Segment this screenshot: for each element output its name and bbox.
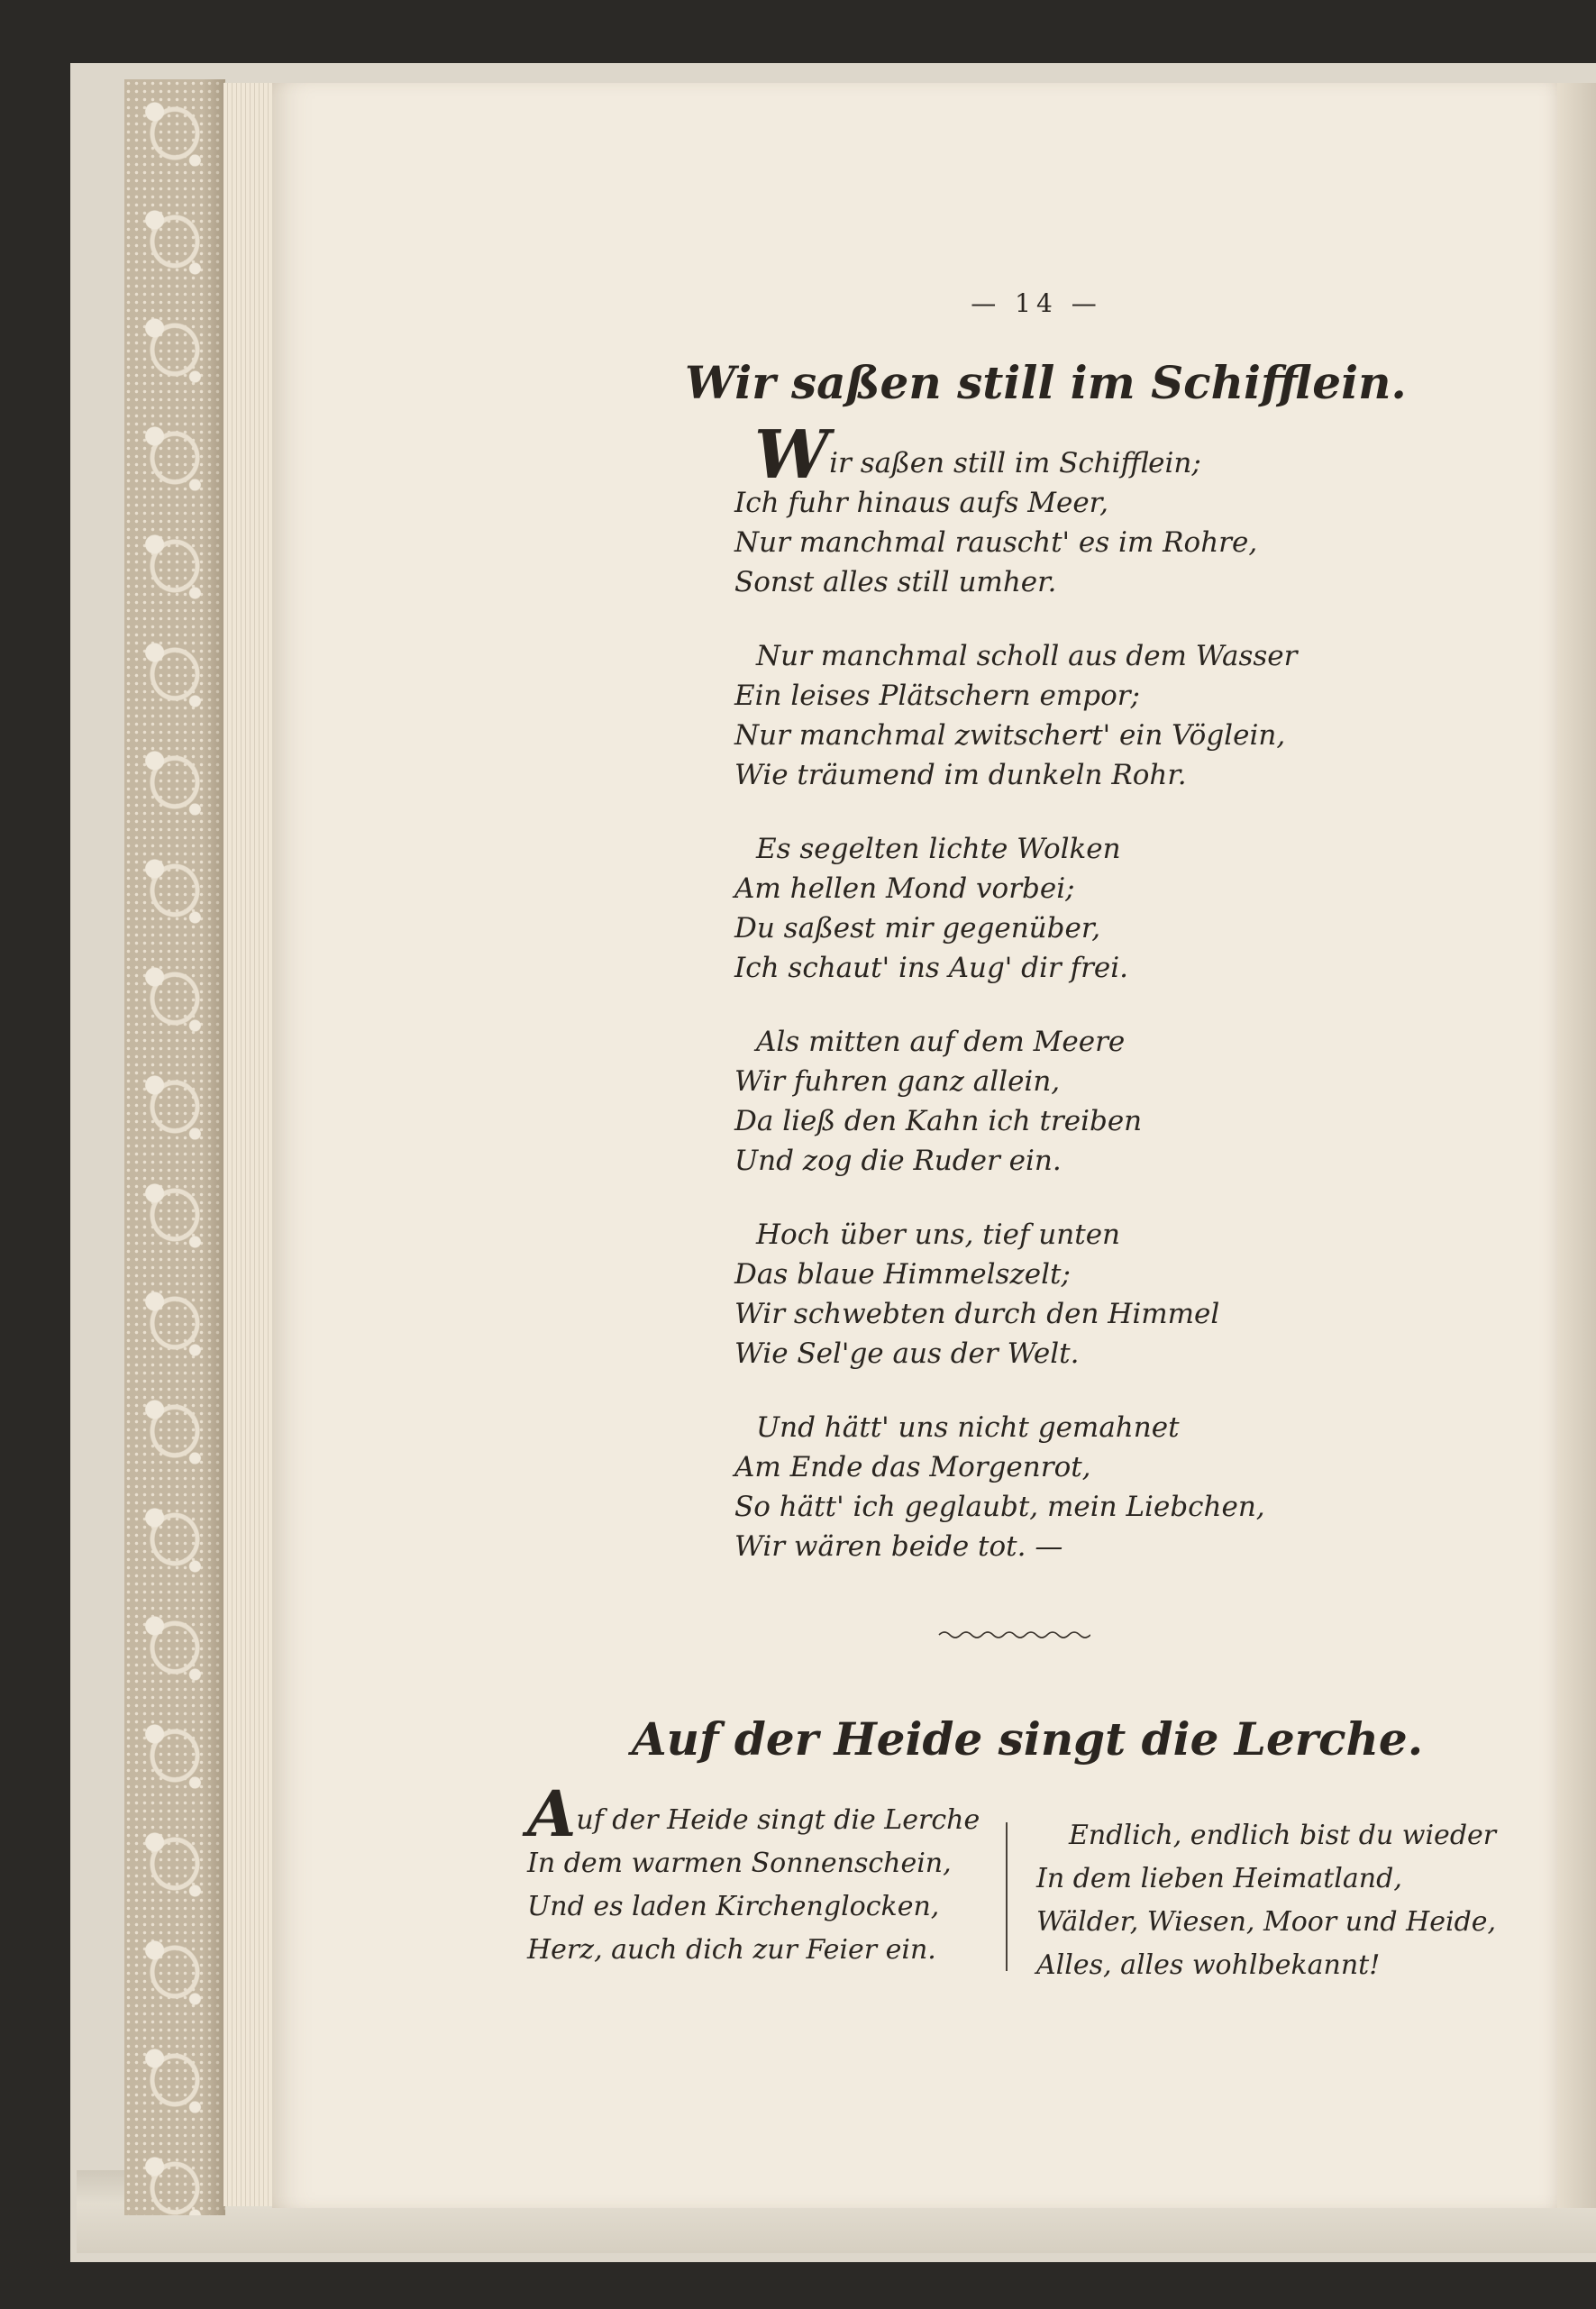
- poem-title: Auf der Heide singt die Lerche.: [631, 1712, 1424, 1766]
- poem-line: Wir fuhren ganz allein,: [734, 1065, 1061, 1098]
- drop-cap: W: [754, 416, 830, 494]
- poem-line: Und hätt' uns nicht gemahnet: [756, 1411, 1180, 1444]
- poem-line: In dem warmen Sonnenschein,: [527, 1848, 952, 1879]
- poem-line: In dem lieben Heimatland,: [1036, 1863, 1402, 1894]
- stanza: [734, 636, 1365, 795]
- poem-line: Sonst alles still umher.: [734, 566, 1057, 598]
- poem-line-text: uf der Heide singt die Lerche: [576, 1804, 980, 1836]
- page-edges: [223, 83, 278, 2206]
- poem-line: Wir schwebten durch den Himmel: [734, 1298, 1220, 1330]
- poem-column-right: [1036, 1814, 1496, 1987]
- column-separator: [1006, 1822, 1008, 1971]
- poem-line: [527, 1776, 980, 1851]
- page-right-edge: [1557, 83, 1596, 2208]
- stanza: [734, 1215, 1365, 1374]
- poem-line: Da ließ den Kahn ich treiben: [734, 1105, 1143, 1137]
- poem-line: Am hellen Mond vorbei;: [734, 872, 1075, 905]
- stanza: [734, 416, 1365, 602]
- poem-line: Du saßest mir gegenüber,: [734, 912, 1101, 945]
- poem-line: Wälder, Wiesen, Moor und Heide,: [1036, 1906, 1497, 1938]
- poem-line: So hätt' ich geglaubt, mein Liebchen,: [734, 1491, 1265, 1523]
- poem-line: Das blaue Himmelszelt;: [734, 1258, 1071, 1291]
- poem-column-left: [527, 1776, 980, 1972]
- poem-line: Hoch über uns, tief unten: [756, 1218, 1120, 1251]
- endpaper-shadow: [203, 79, 225, 2215]
- poem-body: [734, 416, 1365, 1601]
- poem-line: Und zog die Ruder ein.: [734, 1145, 1062, 1177]
- stanza: [734, 1408, 1365, 1566]
- page-number: — 14 —: [971, 288, 1102, 318]
- poem-line: Wir wären beide tot. —: [734, 1530, 1063, 1563]
- poem-line: Endlich, endlich bist du wieder: [1069, 1820, 1497, 1851]
- poem-line: Nur manchmal scholl aus dem Wasser: [756, 640, 1298, 672]
- poem-line: [734, 416, 1365, 494]
- drop-cap: A: [527, 1776, 577, 1851]
- poem-line: Ich schaut' ins Aug' dir frei.: [734, 952, 1128, 984]
- poem-line: Es segelten lichte Wolken: [756, 833, 1121, 865]
- wavy-divider: [937, 1626, 1090, 1644]
- poem-line-text: ir saßen still im Schifflein;: [829, 447, 1201, 479]
- poem-line: Und es laden Kirchenglocken,: [527, 1891, 940, 1922]
- poem-line: Alles, alles wohlbekannt!: [1036, 1949, 1381, 1981]
- stanza: [734, 1022, 1365, 1181]
- poem-line: Wie Sel'ge aus der Welt.: [734, 1337, 1080, 1370]
- stanza: [734, 829, 1365, 988]
- poem-line: Ich fuhr hinaus aufs Meer,: [734, 487, 1108, 519]
- poem-title: Wir saßen still im Schifflein.: [685, 356, 1407, 409]
- poem-line: Ein leises Plätschern empor;: [734, 680, 1140, 712]
- poem-line: Als mitten auf dem Meere: [756, 1026, 1126, 1058]
- poem-line: Nur manchmal zwitschert' ein Vöglein,: [734, 719, 1286, 752]
- poem-line: Wie träumend im dunkeln Rohr.: [734, 759, 1187, 791]
- poem-line: Herz, auch dich zur Feier ein.: [527, 1934, 936, 1966]
- poem-line: Nur manchmal rauscht' es im Rohre,: [734, 526, 1258, 559]
- poem-line: Am Ende das Morgenrot,: [734, 1451, 1091, 1483]
